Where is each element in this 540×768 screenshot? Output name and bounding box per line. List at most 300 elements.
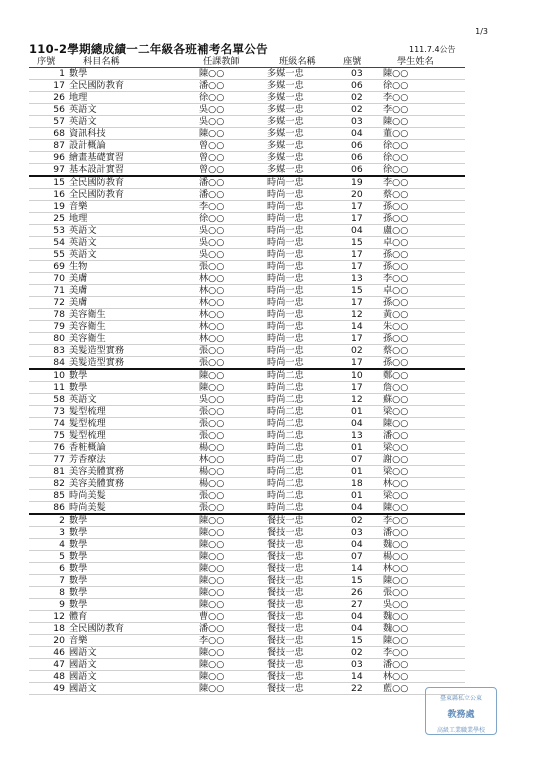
cell-seat: 27 — [341, 599, 381, 611]
table-row — [29, 623, 465, 635]
cell-class: 餐技一忠 — [265, 575, 341, 587]
cell-seat: 06 — [341, 140, 381, 152]
table-row — [29, 394, 465, 406]
cell-student: 朱○○ — [381, 321, 465, 333]
cell-class: 時尚一忠 — [265, 261, 341, 273]
cell-subject: 全民國防教育 — [69, 623, 197, 635]
cell-class: 餐技一忠 — [265, 671, 341, 683]
table-row — [29, 128, 465, 140]
cell-seq: 2 — [29, 514, 69, 527]
table-row — [29, 345, 465, 357]
cell-teacher: 潘○○ — [197, 189, 265, 201]
cell-seat: 03 — [341, 116, 381, 128]
cell-seq: 10 — [29, 369, 69, 382]
cell-subject: 英語文 — [69, 116, 197, 128]
cell-student: 陳○○ — [381, 502, 465, 515]
cell-student: 李○○ — [381, 92, 465, 104]
cell-seq: 72 — [29, 297, 69, 309]
table-row — [29, 478, 465, 490]
cell-class: 時尚一忠 — [265, 297, 341, 309]
cell-seat: 13 — [341, 273, 381, 285]
stamp-line-1: 臺東縣私立公東 — [439, 695, 482, 702]
cell-teacher: 曾○○ — [197, 164, 265, 177]
cell-seat: 15 — [341, 285, 381, 297]
cell-class: 多媒一忠 — [265, 68, 341, 80]
table-row — [29, 454, 465, 466]
table-row — [29, 563, 465, 575]
cell-class: 時尚一忠 — [265, 273, 341, 285]
cell-teacher: 吳○○ — [197, 104, 265, 116]
cell-subject: 英語文 — [69, 394, 197, 406]
cell-seq: 68 — [29, 128, 69, 140]
table-row — [29, 68, 465, 80]
cell-class: 時尚二忠 — [265, 394, 341, 406]
cell-teacher: 林○○ — [197, 309, 265, 321]
table-row — [29, 683, 465, 695]
cell-class: 餐技一忠 — [265, 563, 341, 575]
cell-teacher: 楊○○ — [197, 466, 265, 478]
table-row — [29, 189, 465, 201]
cell-class: 多媒一忠 — [265, 80, 341, 92]
table-row — [29, 551, 465, 563]
table-row — [29, 237, 465, 249]
cell-class: 時尚二忠 — [265, 430, 341, 442]
cell-class: 時尚一忠 — [265, 225, 341, 237]
cell-subject: 數學 — [69, 369, 197, 382]
cell-class: 時尚二忠 — [265, 442, 341, 454]
cell-subject: 音樂 — [69, 635, 197, 647]
announcement-date: 111.7.4公告 — [409, 45, 456, 54]
table-row — [29, 357, 465, 370]
cell-student: 蔡○○ — [381, 345, 465, 357]
table-row — [29, 466, 465, 478]
cell-seq: 74 — [29, 418, 69, 430]
cell-teacher: 潘○○ — [197, 80, 265, 92]
cell-seq: 84 — [29, 357, 69, 370]
table-row — [29, 382, 465, 394]
cell-student: 潘○○ — [381, 527, 465, 539]
cell-subject: 地理 — [69, 92, 197, 104]
cell-student: 梁○○ — [381, 442, 465, 454]
cell-student: 謝○○ — [381, 454, 465, 466]
cell-seat: 04 — [341, 611, 381, 623]
cell-class: 時尚二忠 — [265, 406, 341, 418]
cell-subject: 髮型梳理 — [69, 418, 197, 430]
cell-teacher: 陳○○ — [197, 671, 265, 683]
cell-seat: 02 — [341, 92, 381, 104]
cell-seat: 04 — [341, 418, 381, 430]
cell-teacher: 吳○○ — [197, 249, 265, 261]
cell-seat: 19 — [341, 176, 381, 189]
cell-teacher: 林○○ — [197, 285, 265, 297]
cell-teacher: 張○○ — [197, 430, 265, 442]
cell-student: 吳○○ — [381, 599, 465, 611]
cell-student: 孫○○ — [381, 357, 465, 370]
cell-subject: 英語文 — [69, 249, 197, 261]
cell-subject: 時尚美髮 — [69, 490, 197, 502]
table-row — [29, 249, 465, 261]
cell-subject: 美容衛生 — [69, 333, 197, 345]
table-row — [29, 635, 465, 647]
cell-class: 餐技一忠 — [265, 659, 341, 671]
cell-seat: 14 — [341, 671, 381, 683]
cell-seat: 26 — [341, 587, 381, 599]
cell-subject: 數學 — [69, 599, 197, 611]
cell-class: 多媒一忠 — [265, 92, 341, 104]
cell-seq: 7 — [29, 575, 69, 587]
cell-subject: 美髮造型實務 — [69, 357, 197, 370]
cell-seq: 5 — [29, 551, 69, 563]
stamp-line-3: 高級工業職業學校 — [436, 727, 485, 734]
table-row — [29, 225, 465, 237]
cell-student: 李○○ — [381, 514, 465, 527]
cell-teacher: 張○○ — [197, 357, 265, 370]
table-row — [29, 418, 465, 430]
cell-student: 孫○○ — [381, 333, 465, 345]
cell-subject: 全民國防教育 — [69, 176, 197, 189]
table-row — [29, 92, 465, 104]
cell-student: 孫○○ — [381, 249, 465, 261]
table-row — [29, 104, 465, 116]
cell-subject: 髮型梳理 — [69, 430, 197, 442]
cell-seat: 12 — [341, 394, 381, 406]
cell-seq: 83 — [29, 345, 69, 357]
cell-student: 李○○ — [381, 104, 465, 116]
cell-subject: 數學 — [69, 539, 197, 551]
cell-seq: 79 — [29, 321, 69, 333]
cell-seat: 17 — [341, 249, 381, 261]
cell-student: 陳○○ — [381, 575, 465, 587]
table-row — [29, 671, 465, 683]
cell-seq: 71 — [29, 285, 69, 297]
cell-seq: 75 — [29, 430, 69, 442]
cell-class: 時尚二忠 — [265, 418, 341, 430]
cell-seat: 01 — [341, 466, 381, 478]
page-number: 1/3 — [475, 27, 488, 36]
cell-class: 餐技一忠 — [265, 587, 341, 599]
table-row — [29, 659, 465, 671]
cell-student: 徐○○ — [381, 164, 465, 177]
cell-teacher: 陳○○ — [197, 659, 265, 671]
table-row — [29, 80, 465, 92]
cell-student: 董○○ — [381, 128, 465, 140]
cell-student: 徐○○ — [381, 140, 465, 152]
table-row — [29, 152, 465, 164]
cell-seat: 07 — [341, 454, 381, 466]
header-teacher: 任課教師 — [197, 56, 265, 68]
cell-teacher: 張○○ — [197, 261, 265, 273]
cell-class: 多媒一忠 — [265, 140, 341, 152]
cell-class: 時尚一忠 — [265, 237, 341, 249]
cell-class: 時尚一忠 — [265, 357, 341, 370]
cell-class: 多媒一忠 — [265, 128, 341, 140]
cell-subject: 美容衛生 — [69, 309, 197, 321]
cell-teacher: 曾○○ — [197, 152, 265, 164]
cell-seat: 06 — [341, 152, 381, 164]
table-row — [29, 575, 465, 587]
cell-subject: 數學 — [69, 587, 197, 599]
cell-seat: 15 — [341, 635, 381, 647]
cell-teacher: 徐○○ — [197, 213, 265, 225]
cell-seat: 15 — [341, 237, 381, 249]
cell-teacher: 陳○○ — [197, 369, 265, 382]
cell-class: 時尚二忠 — [265, 490, 341, 502]
cell-seat: 04 — [341, 225, 381, 237]
table-row — [29, 309, 465, 321]
cell-teacher: 林○○ — [197, 454, 265, 466]
cell-class: 時尚一忠 — [265, 176, 341, 189]
cell-student: 蔡○○ — [381, 189, 465, 201]
cell-seq: 78 — [29, 309, 69, 321]
table-row — [29, 297, 465, 309]
cell-student: 黃○○ — [381, 309, 465, 321]
cell-subject: 國語文 — [69, 671, 197, 683]
header-class: 班級名稱 — [265, 56, 341, 68]
cell-subject: 英語文 — [69, 225, 197, 237]
cell-seat: 17 — [341, 357, 381, 370]
header-seq: 序號 — [29, 56, 69, 68]
cell-seat: 12 — [341, 309, 381, 321]
cell-seat: 14 — [341, 563, 381, 575]
cell-student: 陳○○ — [381, 635, 465, 647]
cell-teacher: 張○○ — [197, 418, 265, 430]
cell-class: 時尚一忠 — [265, 309, 341, 321]
table-row — [29, 333, 465, 345]
cell-seq: 81 — [29, 466, 69, 478]
cell-subject: 設計概論 — [69, 140, 197, 152]
cell-teacher: 吳○○ — [197, 225, 265, 237]
cell-seq: 12 — [29, 611, 69, 623]
cell-teacher: 林○○ — [197, 273, 265, 285]
cell-teacher: 楊○○ — [197, 478, 265, 490]
cell-teacher: 陳○○ — [197, 683, 265, 695]
cell-teacher: 吳○○ — [197, 394, 265, 406]
cell-seq: 82 — [29, 478, 69, 490]
cell-class: 餐技一忠 — [265, 551, 341, 563]
table-row — [29, 140, 465, 152]
cell-class: 時尚一忠 — [265, 189, 341, 201]
cell-subject: 繪畫基礎實習 — [69, 152, 197, 164]
cell-teacher: 林○○ — [197, 333, 265, 345]
cell-subject: 國語文 — [69, 683, 197, 695]
cell-class: 多媒一忠 — [265, 116, 341, 128]
cell-teacher: 陳○○ — [197, 539, 265, 551]
cell-subject: 美膚 — [69, 285, 197, 297]
cell-subject: 數學 — [69, 563, 197, 575]
cell-seq: 20 — [29, 635, 69, 647]
cell-subject: 美容美體實務 — [69, 466, 197, 478]
cell-student: 魏○○ — [381, 539, 465, 551]
cell-seq: 69 — [29, 261, 69, 273]
cell-subject: 數學 — [69, 551, 197, 563]
cell-seq: 73 — [29, 406, 69, 418]
cell-teacher: 張○○ — [197, 502, 265, 515]
cell-seat: 02 — [341, 345, 381, 357]
cell-seq: 57 — [29, 116, 69, 128]
cell-subject: 國語文 — [69, 659, 197, 671]
cell-seq: 19 — [29, 201, 69, 213]
cell-seat: 06 — [341, 164, 381, 177]
cell-seq: 8 — [29, 587, 69, 599]
cell-student: 詹○○ — [381, 382, 465, 394]
cell-teacher: 林○○ — [197, 297, 265, 309]
cell-student: 楊○○ — [381, 551, 465, 563]
cell-seq: 47 — [29, 659, 69, 671]
document-title: 110-2學期總成績一二年級各班補考名單公告 — [29, 42, 268, 56]
cell-teacher: 陳○○ — [197, 382, 265, 394]
cell-class: 餐技一忠 — [265, 635, 341, 647]
cell-student: 魏○○ — [381, 611, 465, 623]
table-row — [29, 406, 465, 418]
cell-subject: 全民國防教育 — [69, 189, 197, 201]
cell-class: 餐技一忠 — [265, 623, 341, 635]
makeup-exam-table — [29, 56, 465, 695]
cell-teacher: 陳○○ — [197, 587, 265, 599]
cell-seq: 70 — [29, 273, 69, 285]
cell-class: 餐技一忠 — [265, 539, 341, 551]
cell-subject: 美髮造型實務 — [69, 345, 197, 357]
cell-seq: 77 — [29, 454, 69, 466]
cell-class: 時尚二忠 — [265, 369, 341, 382]
cell-student: 孫○○ — [381, 201, 465, 213]
cell-student: 盧○○ — [381, 225, 465, 237]
cell-teacher: 張○○ — [197, 406, 265, 418]
table-row — [29, 430, 465, 442]
cell-subject: 數學 — [69, 575, 197, 587]
cell-teacher: 陳○○ — [197, 647, 265, 659]
cell-student: 梁○○ — [381, 406, 465, 418]
cell-seq: 87 — [29, 140, 69, 152]
table-row — [29, 647, 465, 659]
cell-subject: 資訊科技 — [69, 128, 197, 140]
cell-seat: 06 — [341, 80, 381, 92]
cell-student: 梁○○ — [381, 466, 465, 478]
cell-subject: 英語文 — [69, 237, 197, 249]
cell-teacher: 陳○○ — [197, 575, 265, 587]
cell-seat: 07 — [341, 551, 381, 563]
cell-student: 李○○ — [381, 647, 465, 659]
cell-seat: 01 — [341, 406, 381, 418]
cell-class: 時尚二忠 — [265, 382, 341, 394]
cell-teacher: 張○○ — [197, 490, 265, 502]
cell-seat: 04 — [341, 539, 381, 551]
cell-seq: 56 — [29, 104, 69, 116]
cell-teacher: 吳○○ — [197, 116, 265, 128]
cell-class: 餐技一忠 — [265, 599, 341, 611]
cell-subject: 數學 — [69, 382, 197, 394]
cell-teacher: 陳○○ — [197, 551, 265, 563]
cell-seq: 49 — [29, 683, 69, 695]
cell-seat: 02 — [341, 104, 381, 116]
cell-seq: 54 — [29, 237, 69, 249]
cell-teacher: 陳○○ — [197, 599, 265, 611]
cell-seq: 76 — [29, 442, 69, 454]
table-row — [29, 514, 465, 527]
stamp-line-2: 教務處 — [447, 710, 475, 720]
cell-student: 蘇○○ — [381, 394, 465, 406]
cell-student: 潘○○ — [381, 659, 465, 671]
cell-student: 林○○ — [381, 671, 465, 683]
cell-student: 梁○○ — [381, 490, 465, 502]
table-row — [29, 116, 465, 128]
cell-seq: 17 — [29, 80, 69, 92]
table-row — [29, 285, 465, 297]
cell-class: 時尚二忠 — [265, 454, 341, 466]
cell-student: 陳○○ — [381, 418, 465, 430]
cell-class: 餐技一忠 — [265, 514, 341, 527]
cell-teacher: 陳○○ — [197, 68, 265, 80]
cell-class: 餐技一忠 — [265, 527, 341, 539]
cell-seat: 01 — [341, 442, 381, 454]
cell-teacher: 徐○○ — [197, 92, 265, 104]
cell-subject: 數學 — [69, 527, 197, 539]
table-row — [29, 502, 465, 515]
header-student: 學生姓名 — [381, 56, 465, 68]
cell-subject: 數學 — [69, 514, 197, 527]
cell-seq: 58 — [29, 394, 69, 406]
cell-seq: 9 — [29, 599, 69, 611]
cell-class: 時尚一忠 — [265, 321, 341, 333]
cell-seat: 02 — [341, 514, 381, 527]
cell-seq: 53 — [29, 225, 69, 237]
table-row — [29, 587, 465, 599]
cell-student: 孫○○ — [381, 297, 465, 309]
cell-class: 多媒一忠 — [265, 104, 341, 116]
cell-seat: 02 — [341, 647, 381, 659]
cell-seat: 17 — [341, 213, 381, 225]
cell-student: 藍○○ — [381, 683, 465, 695]
cell-seat: 04 — [341, 623, 381, 635]
cell-seq: 85 — [29, 490, 69, 502]
cell-subject: 生物 — [69, 261, 197, 273]
cell-seat: 17 — [341, 382, 381, 394]
cell-seat: 17 — [341, 201, 381, 213]
cell-student: 卓○○ — [381, 237, 465, 249]
cell-teacher: 陳○○ — [197, 527, 265, 539]
cell-student: 徐○○ — [381, 80, 465, 92]
cell-class: 時尚二忠 — [265, 478, 341, 490]
table-row — [29, 176, 465, 189]
cell-subject: 全民國防教育 — [69, 80, 197, 92]
cell-subject: 芳香療法 — [69, 454, 197, 466]
cell-subject: 體育 — [69, 611, 197, 623]
table-row — [29, 611, 465, 623]
cell-seat: 04 — [341, 502, 381, 515]
cell-teacher: 陳○○ — [197, 128, 265, 140]
cell-student: 魏○○ — [381, 623, 465, 635]
cell-student: 孫○○ — [381, 213, 465, 225]
table-row — [29, 273, 465, 285]
cell-class: 餐技一忠 — [265, 683, 341, 695]
cell-teacher: 吳○○ — [197, 237, 265, 249]
cell-class: 時尚一忠 — [265, 333, 341, 345]
cell-class: 時尚一忠 — [265, 249, 341, 261]
header-subject: 科目名稱 — [69, 56, 197, 68]
cell-seat: 20 — [341, 189, 381, 201]
cell-teacher: 林○○ — [197, 321, 265, 333]
cell-subject: 數學 — [69, 68, 197, 80]
cell-seat: 14 — [341, 321, 381, 333]
cell-subject: 國語文 — [69, 647, 197, 659]
cell-class: 多媒一忠 — [265, 152, 341, 164]
cell-subject: 時尚美髮 — [69, 502, 197, 515]
table-row — [29, 164, 465, 177]
cell-student: 鄭○○ — [381, 369, 465, 382]
cell-class: 餐技一忠 — [265, 611, 341, 623]
cell-subject: 英語文 — [69, 104, 197, 116]
cell-teacher: 李○○ — [197, 201, 265, 213]
cell-class: 時尚一忠 — [265, 285, 341, 297]
